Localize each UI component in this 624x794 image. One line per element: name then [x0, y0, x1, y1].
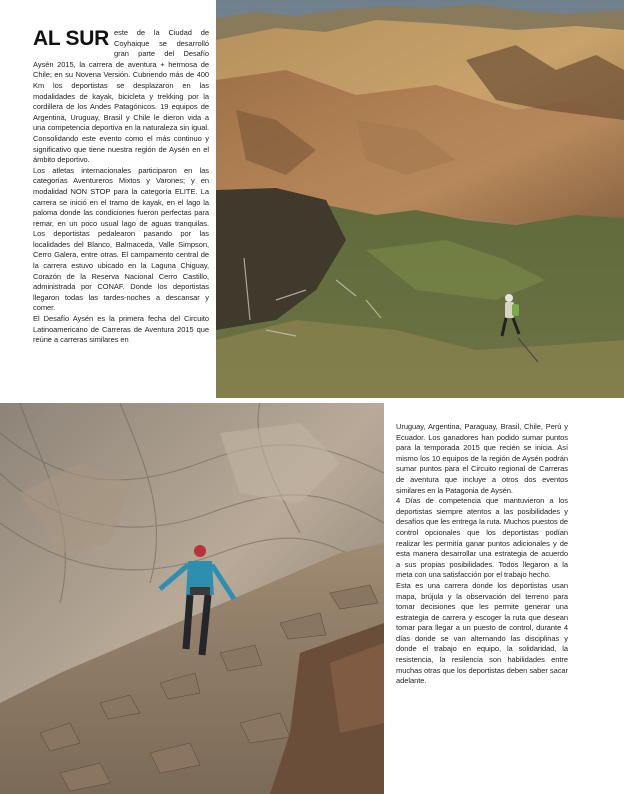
paragraph-text: este de la Ciudad de Coyhaique se desarrolló gran parte del Desafío Aysén 2015, la carrera de aventura + hermosa de Chile; en su Novena Versión. Cubriendo más de 400 Km los deportistas se desplazaron en las modalidades de kayak, bicicleta y trekking por la cordillera de los Andes Patagónicos. 19 equipos de Argentina, Uruguay, Brasil y Chile le dieron vida a una competencia deportiva en la naturaleza sin igual. Consolidando este evento como el más continuo y significativo que tiene nuestra región de Aysén en el ámbito deportivo.: [33, 28, 209, 165]
left-text-column: [33, 28, 209, 400]
paragraph: Esta es una carrera donde los deportistas usan mapa, brújula y la observación del terreno para tomar decisiones que les permite generar una estrategia de carrera y escoger la ruta que desean tomar para llegar a un puesto de control, durante 4 días donde se van alternando las disciplinas y donde el trabajo en equipo, la solidaridad, la resistencia, la resilencia son habilidades entre muchas otras que los deportistas deben saber sacar adelante.: [396, 580, 568, 686]
paragraph: Los atletas internacionales participaron en las categorías Aventureros Mixtos y Varones; y en modalidad NON STOP para la categoría ELITE. La carrera se inició en el tramo de kayak, en el lago la paloma donde las condiciones fueron perfectas para remar, en un poco usual lago de aguas tranquilas. Los deportistas pedalearon pasando por las localidades del Blanco, Balmaceda, Valle Simpson, Cerro Galera, entre otras. El campamento central de la carrera estuvo ubicado en la Laguna Chiguay, Corazón de la Reserva Nacional Cerro Castillo, administrada por CONAF. Donde los deportistas llegaron todas las tardes-noches a descansar y comer.: [33, 165, 209, 313]
paragraph: El Desafío Aysén es la primera fecha del Circuito Latinoamericano de Carreras de Aventura 2015 que reúne a carreras similares en: [33, 314, 209, 345]
paragraph: 4 Días de competencia que mantuvieron a los deportistas siempre atentos a las posibilidades y desafíos que les entrega la ruta. Muchos puestos de control opcionales que los deportistas podían realizar les permitía ganar puntos adicionales y de esta manera desarrollar una estrategia de acuerdo a sus propias posibilidades. Todos llegaron a la meta con una satisfacción por el trabajo hecho.: [396, 496, 568, 580]
paragraph: [33, 28, 209, 166]
paragraph: Uruguay, Argentina, Paraguay, Brasil, Chile, Perú y Ecuador. Los ganadores han podido sumar puntos para la temporada 2015 que recién se inicia. Así mismo los 10 equipos de la región de Aysén podrán sumar puntos para el Circuito regional de Carreras de aventura que incluye a otros dos eventos similares en la Patagonia de Aysén.: [396, 422, 568, 495]
right-text-column: [396, 422, 568, 752]
rocky-slope-illustration: [0, 403, 384, 794]
mountain-photo-illustration: [216, 0, 624, 398]
mountain-trekking-photo: [216, 0, 624, 398]
headline: AL SUR: [33, 28, 109, 50]
rocky-slope-photo: [0, 403, 384, 794]
